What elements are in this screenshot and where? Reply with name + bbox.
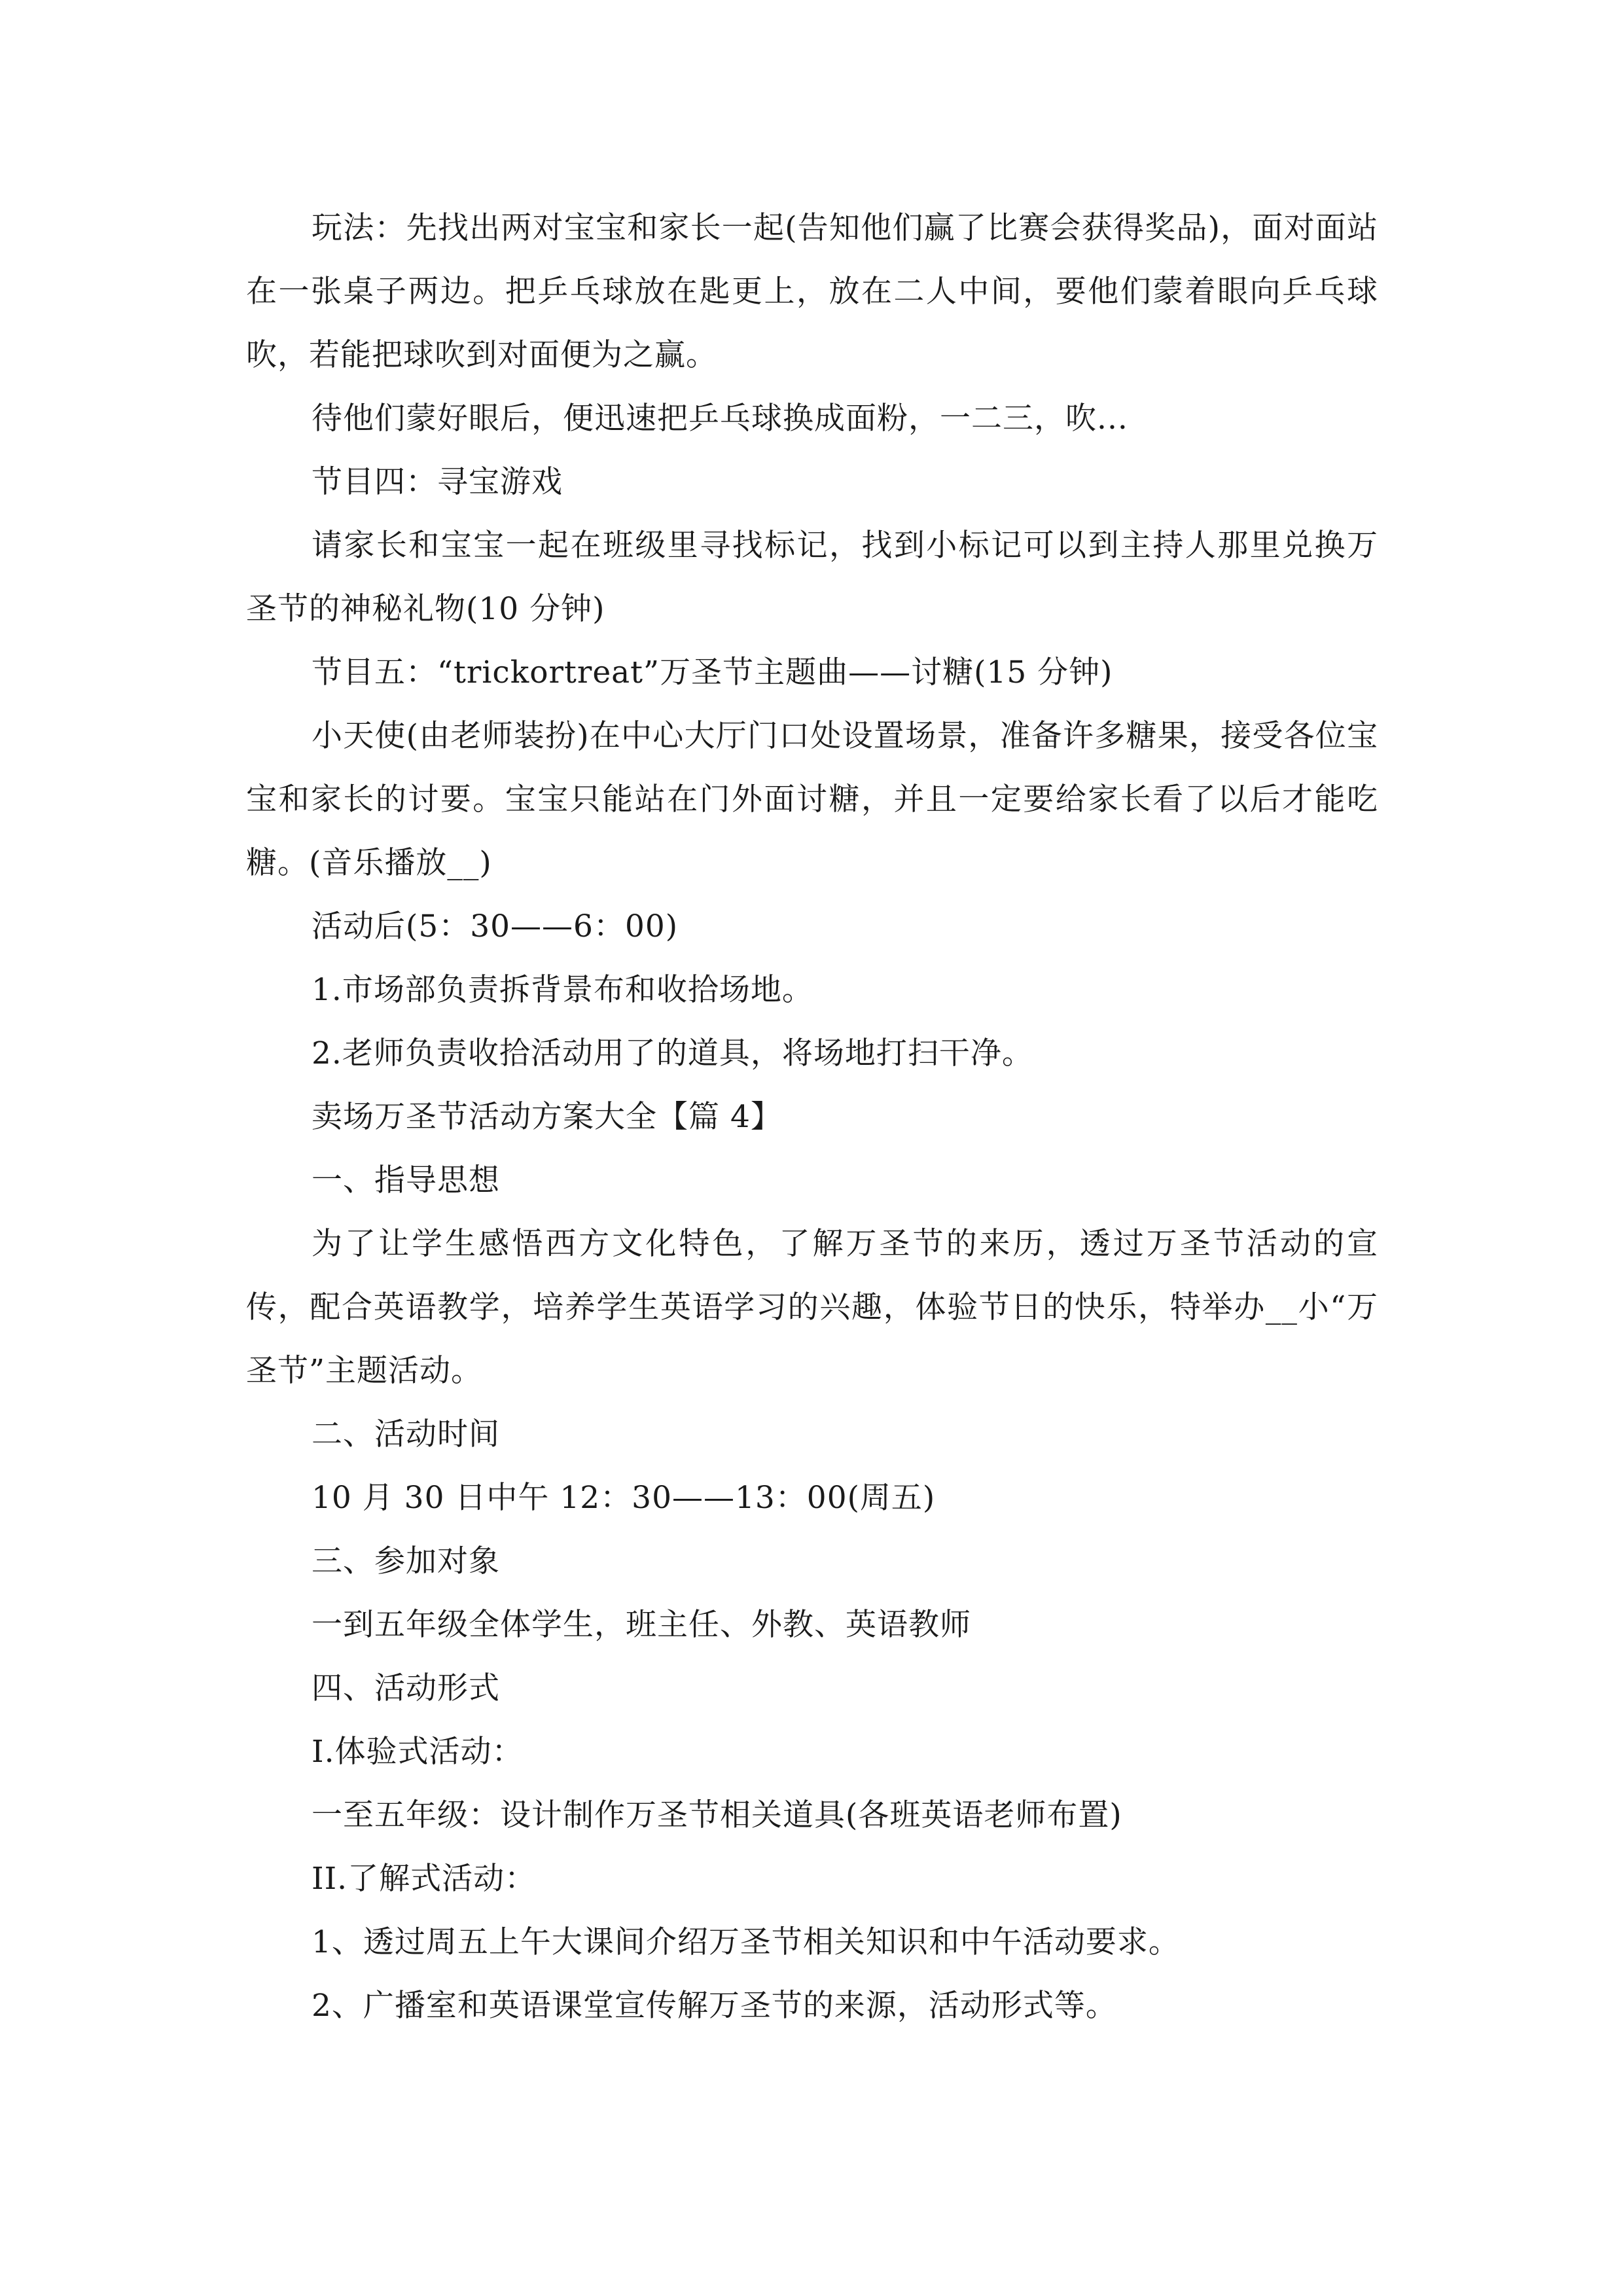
paragraph-treasure-hunt: 请家长和宝宝一起在班级里寻找标记，找到小标记可以到主持人那里兑换万圣节的神秘礼物(10 分钟) bbox=[246, 528, 1378, 627]
heading-participants: 三、参加对象 bbox=[312, 1543, 500, 1579]
paragraph-game-rules: 玩法：先找出两对宝宝和家长一起(告知他们赢了比赛会获得奖品)，面对面站在一张桌子两边。把乒乓球放在匙更上，放在二人中间，要他们蒙着眼向乒乓球吹，若能把球吹到对面便为之赢。 bbox=[246, 210, 1378, 373]
heading-after-activity: 活动后(5：30——6：00) bbox=[312, 908, 679, 944]
paragraph-participants: 一到五年级全体学生，班主任、外教、英语教师 bbox=[312, 1607, 971, 1643]
subheading-experiential: I.体验式活动： bbox=[312, 1734, 524, 1770]
heading-program-four: 节目四：寻宝游戏 bbox=[312, 464, 563, 500]
paragraph-activity-time: 10 月 30 日中午 12：30——13：00(周五) bbox=[312, 1480, 936, 1516]
heading-guiding-ideology: 一、指导思想 bbox=[312, 1162, 500, 1198]
document-body bbox=[246, 196, 1378, 2037]
subheading-informational: II.了解式活动： bbox=[312, 1861, 537, 1897]
heading-activity-form: 四、活动形式 bbox=[312, 1670, 500, 1706]
list-item-market-dept: 1.市场部负责拆背景布和收拾场地。 bbox=[312, 972, 813, 1008]
paragraph-experiential: 一至五年级：设计制作万圣节相关道具(各班英语老师布置) bbox=[312, 1797, 1122, 1833]
list-item-broadcast: 2、广播室和英语课堂宣传解万圣节的来源，活动形式等。 bbox=[312, 1988, 1117, 2024]
section-title-part-four: 卖场万圣节活动方案大全【篇 4】 bbox=[312, 1099, 782, 1135]
heading-program-five: 节目五：“trickortreat”万圣节主题曲——讨糖(15 分钟) bbox=[312, 655, 1113, 691]
paragraph-ideology-body: 为了让学生感悟西方文化特色，了解万圣节的来历，透过万圣节活动的宣传，配合英语教学，培养学生英语学习的兴趣，体验节日的快乐，特举办__小“万圣节”主题活动。 bbox=[246, 1226, 1378, 1389]
list-item-break-intro: 1、透过周五上午大课间介绍万圣节相关知识和中午活动要求。 bbox=[312, 1924, 1180, 1960]
list-item-teachers-cleanup: 2.老师负责收拾活动用了的道具，将场地打扫干净。 bbox=[312, 1035, 1033, 1071]
paragraph-flour-swap: 待他们蒙好眼后，便迅速把乒乓球换成面粉，一二三，吹... bbox=[312, 401, 1128, 437]
heading-activity-time: 二、活动时间 bbox=[312, 1416, 500, 1452]
paragraph-angel-candy: 小天使(由老师装扮)在中心大厅门口处设置场景，准备许多糖果，接受各位宝宝和家长的讨要。宝宝只能站在门外面讨糖，并且一定要给家长看了以后才能吃糖。(音乐播放__) bbox=[246, 718, 1378, 881]
